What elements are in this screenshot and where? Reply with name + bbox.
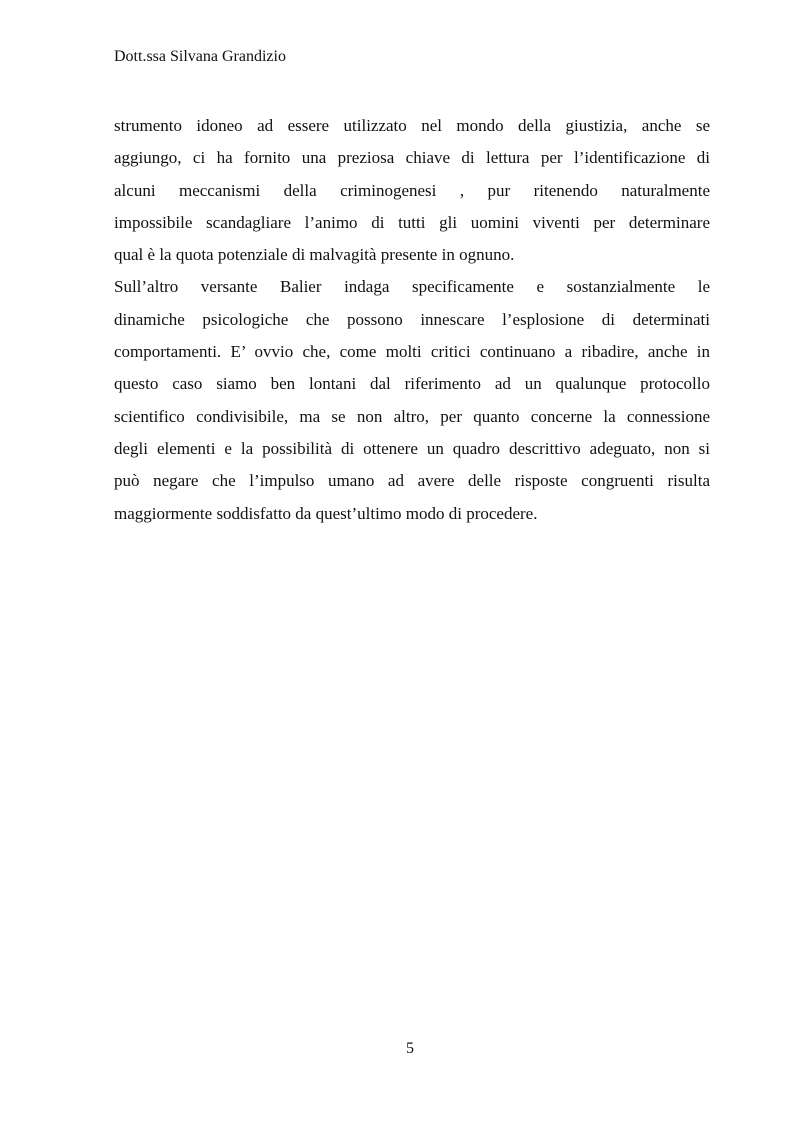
text-line: aggiungo, ci ha fornito una preziosa chiave di lettura per l’identificazione di — [114, 148, 710, 168]
text-line: strumento idoneo ad essere utilizzato nel mondo della giustizia, anche se — [114, 116, 710, 135]
paragraph-1 — [114, 110, 710, 271]
paragraph-2 — [114, 271, 710, 529]
text-line: alcuni meccanismi della criminogenesi , pur ritenendo naturalmente — [114, 180, 710, 200]
text-line: può negare che l’impulso umano ad avere delle risposte congruenti risulta — [114, 471, 710, 491]
text-line: comportamenti. E’ ovvio che, come molti critici continuano a ribadire, anche in — [114, 342, 710, 362]
text-line: maggiormente soddisfatto da quest’ultimo modo di procedere. — [114, 503, 538, 523]
text-line: qual è la quota potenziale di malvagità presente in ognuno. — [114, 245, 515, 265]
text-line: scientifico condivisibile, ma se non altro, per quanto concerne la connessione — [114, 406, 710, 426]
text-line: degli elementi e la possibilità di ottenere un quadro descrittivo adeguato, non si — [114, 438, 710, 458]
text-line: questo caso siamo ben lontani dal riferimento ad un qualunque protocollo — [114, 374, 710, 394]
page-number: 5 — [406, 1040, 414, 1057]
text-line: impossibile scandagliare l’animo di tutti gli uomini viventi per determinare — [114, 212, 710, 232]
text-line: Sull’altro versante Balier indaga specificamente e sostanzialmente le — [114, 277, 710, 297]
text-line: dinamiche psicologiche che possono innescare l’esplosione di determinati — [114, 309, 710, 329]
running-header-author: Dott.ssa Silvana Grandizio — [114, 48, 286, 65]
body-text — [114, 110, 710, 530]
